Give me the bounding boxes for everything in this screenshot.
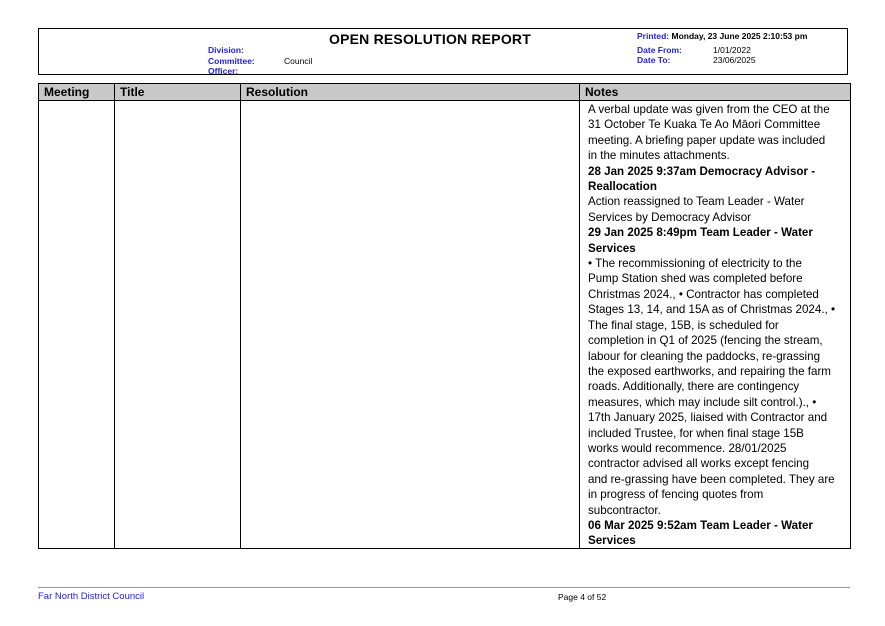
notes-line: included Trustee, for when final stage 15B [588,426,804,440]
date-from-label: Date From: [637,45,682,55]
notes-entry-heading: Reallocation [588,180,657,194]
notes-line: • The recommissioning of electricity to the [588,257,802,271]
committee-label: Committee: [208,56,255,66]
notes-entry-heading: Services [588,241,636,255]
column-header-title: Title [120,85,145,99]
column-header-meeting: Meeting [44,85,90,99]
notes-line: Pump Station shed was completed before [588,272,803,286]
notes-line: Action reassigned to Team Leader - Water [588,195,805,209]
resolution-table [38,83,851,549]
notes-line: Christmas 2024., • Contractor has completed [588,287,819,301]
report-header [38,28,848,75]
report-title: OPEN RESOLUTION REPORT [329,31,531,47]
notes-line: 17th January 2025, liaised with Contractor and [588,411,828,425]
committee-value: Council [284,56,313,66]
notes-line: Stages 13, 14, and 15A as of Christmas 2024., • [588,303,836,317]
date-to-value: 23/06/2025 [713,55,756,65]
notes-entry-heading: 29 Jan 2025 8:49pm Team Leader - Water [588,226,813,240]
notes-entry-heading: 28 Jan 2025 9:37am Democracy Advisor - [588,164,816,178]
notes-line: measures, which may include silt control.)., • [588,395,817,409]
notes-line: roads. Additionally, there are contingency [588,380,800,394]
notes-line: contractor advised all works except fencing [588,457,810,471]
printed-value: Monday, 23 June 2025 2:10:53 pm [671,31,808,41]
notes-line: completion in Q1 of 2025 (fencing the stream, [588,334,823,348]
printed-label [637,31,807,41]
notes-line: 31 October Te Kuaka Te Ao Māori Committee [588,118,821,132]
printed-label-text: Printed: [637,31,670,41]
notes-line: and re-grassing have been completed. They are [588,472,835,486]
notes-entry-heading: 06 Mar 2025 9:52am Team Leader - Water [588,518,813,532]
notes-line: Services by Democracy Advisor [588,210,752,224]
notes-entry-heading: Services [588,534,636,548]
footer-divider [38,587,850,588]
notes-line: subcontractor. [588,503,661,517]
notes-line: A verbal update was given from the CEO at the [588,103,830,116]
notes-line: The final stage, 15B, is scheduled for [588,318,779,332]
date-from-value: 1/01/2022 [713,45,751,55]
footer-organization: Far North District Council [38,591,145,602]
footer-page-number: Page 4 of 52 [558,592,607,602]
division-label: Division: [208,45,244,55]
column-divider [114,84,115,548]
column-header-notes: Notes [585,85,619,99]
table-header-row [39,84,850,101]
notes-cell [588,102,848,549]
column-divider [240,84,241,548]
date-to-label: Date To: [637,55,671,65]
column-header-resolution: Resolution [246,85,308,99]
officer-label: Officer: [208,66,239,76]
column-divider [579,84,580,548]
notes-line: in the minutes attachments. [588,149,730,163]
notes-line: the exposed earthworks, and repairing the farm [588,364,831,378]
notes-line: works would recommence. 28/01/2025 [588,441,787,455]
notes-line: labour for cleaning the paddocks, re-grassing [588,349,821,363]
notes-line: in progress of fencing quotes from [588,488,764,502]
notes-line: meeting. A briefing paper update was included [588,133,826,147]
